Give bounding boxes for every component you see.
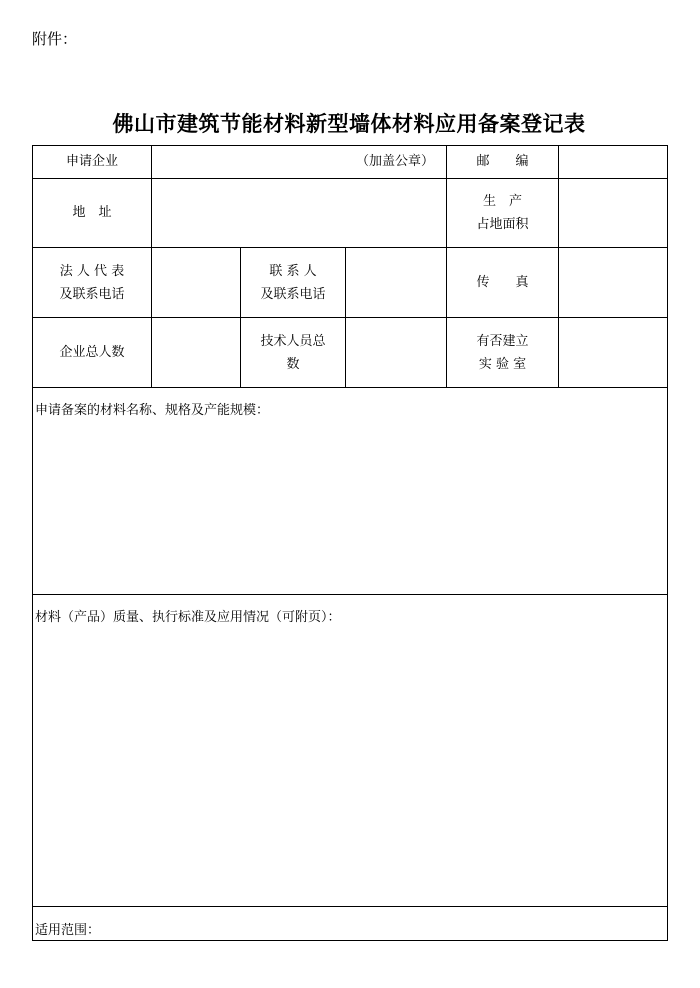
page-title: 佛山市建筑节能材料新型墙体材料应用备案登记表 <box>112 111 586 136</box>
registration-form-table <box>32 145 668 941</box>
contact-field[interactable] <box>346 248 447 318</box>
production-area-label <box>447 179 559 248</box>
table-row <box>33 318 668 388</box>
postcode-label: 邮 编 <box>447 146 559 179</box>
attachment-label: 附件： <box>32 30 78 48</box>
production-area-label-line2: 占地面积 <box>476 217 529 232</box>
table-row <box>33 388 668 595</box>
total-staff-field[interactable] <box>152 318 241 388</box>
table-row <box>33 595 668 907</box>
address-field[interactable] <box>152 179 447 248</box>
table-row <box>33 248 668 318</box>
tech-staff-label-line2: 数 <box>286 356 300 372</box>
lab-label-line1: 有否建立 <box>476 333 529 349</box>
legal-rep-label <box>33 248 152 318</box>
table-row <box>33 146 668 179</box>
postcode-field[interactable] <box>559 146 668 179</box>
lab-label-line2: 实 验 室 <box>478 356 527 372</box>
quality-field[interactable] <box>33 595 668 907</box>
production-area-label-line1: 生 产 <box>483 194 523 209</box>
contact-label <box>241 248 346 318</box>
tech-staff-label <box>241 318 346 388</box>
lab-field[interactable] <box>559 318 668 388</box>
table-row <box>33 907 668 941</box>
materials-field[interactable] <box>33 388 668 595</box>
tech-staff-field[interactable] <box>346 318 447 388</box>
materials-label: 申请备案的材料名称、规格及产能规模： <box>35 403 270 418</box>
fax-field[interactable] <box>559 248 668 318</box>
applicant-label: 申请企业 <box>33 146 152 179</box>
scope-label: 适用范围： <box>35 923 101 938</box>
contact-label-line2: 及联系电话 <box>260 286 326 302</box>
table-row <box>33 179 668 248</box>
legal-rep-label-line1: 法 人 代 表 <box>59 263 125 279</box>
legal-rep-field[interactable] <box>152 248 241 318</box>
fax-label: 传 真 <box>447 248 559 318</box>
tech-staff-label-line1: 技术人员总 <box>260 333 326 349</box>
applicant-field[interactable] <box>152 146 447 179</box>
total-staff-label: 企业总人数 <box>33 318 152 388</box>
address-label: 地 址 <box>33 179 152 248</box>
scope-field[interactable] <box>33 907 668 941</box>
legal-rep-label-line2: 及联系电话 <box>59 286 125 302</box>
seal-note: （加盖公章） <box>356 154 435 169</box>
lab-label <box>447 318 559 388</box>
quality-label: 材料（产品）质量、执行标准及应用情况（可附页）： <box>35 610 341 625</box>
contact-label-line1: 联 系 人 <box>269 263 317 279</box>
production-area-field[interactable] <box>559 179 668 248</box>
